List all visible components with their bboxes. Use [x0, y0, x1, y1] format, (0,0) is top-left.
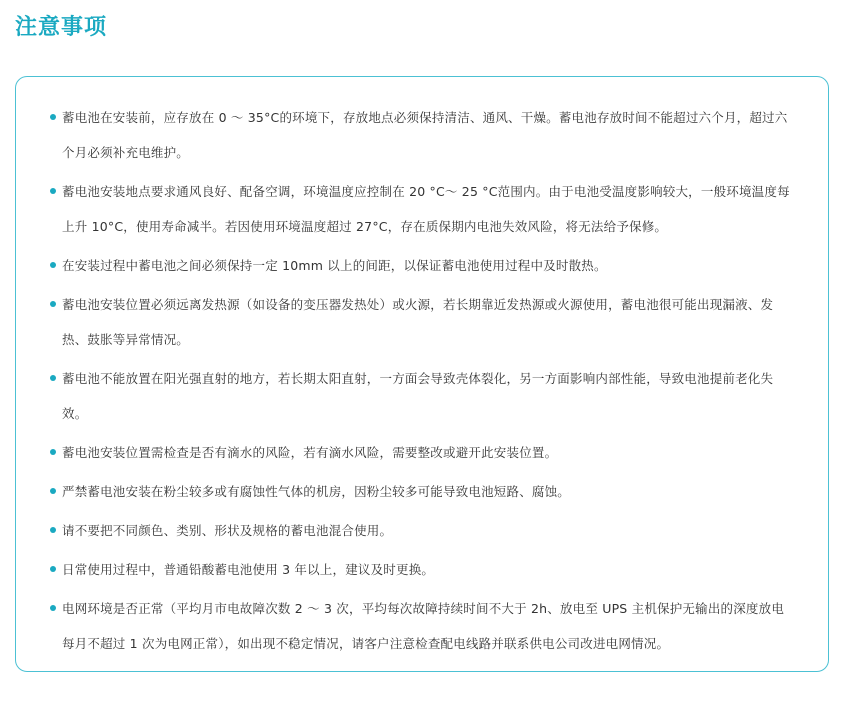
- list-item-text: 严禁蓄电池安装在粉尘较多或有腐蚀性气体的机房，因粉尘较多可能导致电池短路、腐蚀。: [62, 484, 571, 499]
- bullet-dot-icon: [50, 605, 56, 611]
- list-item-text: 蓄电池安装地点要求通风良好、配备空调，环境温度应控制在 20 °C～ 25 °C范围内。由于电池受温度影响较大，一般环境温度每上升 10°C，使用寿命减半。若因使用环境温度超过 27°C，存在质保期内电池失效风险，将无法给予保修。: [62, 184, 790, 234]
- list-item-text: 请不要把不同颜色、类别、形状及规格的蓄电池混合使用。: [62, 523, 393, 538]
- bullet-dot-icon: [50, 566, 56, 572]
- page-title: 注意事项: [15, 15, 108, 40]
- bullet-dot-icon: [50, 449, 56, 455]
- list-item-text: 蓄电池安装位置需检查是否有滴水的风险，若有滴水风险，需要整改或避开此安装位置。: [62, 445, 558, 460]
- notice-list: [50, 100, 790, 665]
- list-item: [50, 513, 790, 548]
- list-item-text: 日常使用过程中，普通铅酸蓄电池使用 3 年以上，建议及时更换。: [62, 562, 435, 577]
- list-item: [50, 474, 790, 509]
- list-item: [50, 552, 790, 587]
- bullet-dot-icon: [50, 114, 56, 120]
- bullet-dot-icon: [50, 375, 56, 381]
- list-item-text: 蓄电池在安装前，应存放在 0 ～ 35°C的环境下，存放地点必须保持清洁、通风、干燥。蓄电池存放时间不能超过六个月，超过六个月必须补充电维护。: [62, 110, 788, 160]
- bullet-dot-icon: [50, 527, 56, 533]
- bullet-dot-icon: [50, 188, 56, 194]
- list-item: [50, 248, 790, 283]
- list-item: [50, 174, 790, 244]
- list-item-text: 电网环境是否正常（平均月市电故障次数 2 ～ 3 次，平均每次故障持续时间不大于 2h、放电至 UPS 主机保护无输出的深度放电每月不超过 1 次为电网正常），如出现不稳定情况，请客户注意检查配电线路并联系供电公司改进电网情况。: [62, 601, 785, 651]
- bullet-dot-icon: [50, 262, 56, 268]
- list-item-text: 在安装过程中蓄电池之间必须保持一定 10mm 以上的间距，以保证蓄电池使用过程中及时散热。: [62, 258, 607, 273]
- bullet-dot-icon: [50, 488, 56, 494]
- list-item-text: 蓄电池安装位置必须远离发热源（如设备的变压器发热处）或火源，若长期靠近发热源或火源使用，蓄电池很可能出现漏液、发热、鼓胀等异常情况。: [62, 297, 774, 347]
- bullet-dot-icon: [50, 301, 56, 307]
- list-item: [50, 591, 790, 661]
- list-item: [50, 435, 790, 470]
- list-item: [50, 100, 790, 170]
- list-item: [50, 361, 790, 431]
- list-item-text: 蓄电池不能放置在阳光强直射的地方，若长期太阳直射，一方面会导致壳体裂化，另一方面影响内部性能，导致电池提前老化失效。: [62, 371, 774, 421]
- list-item: [50, 287, 790, 357]
